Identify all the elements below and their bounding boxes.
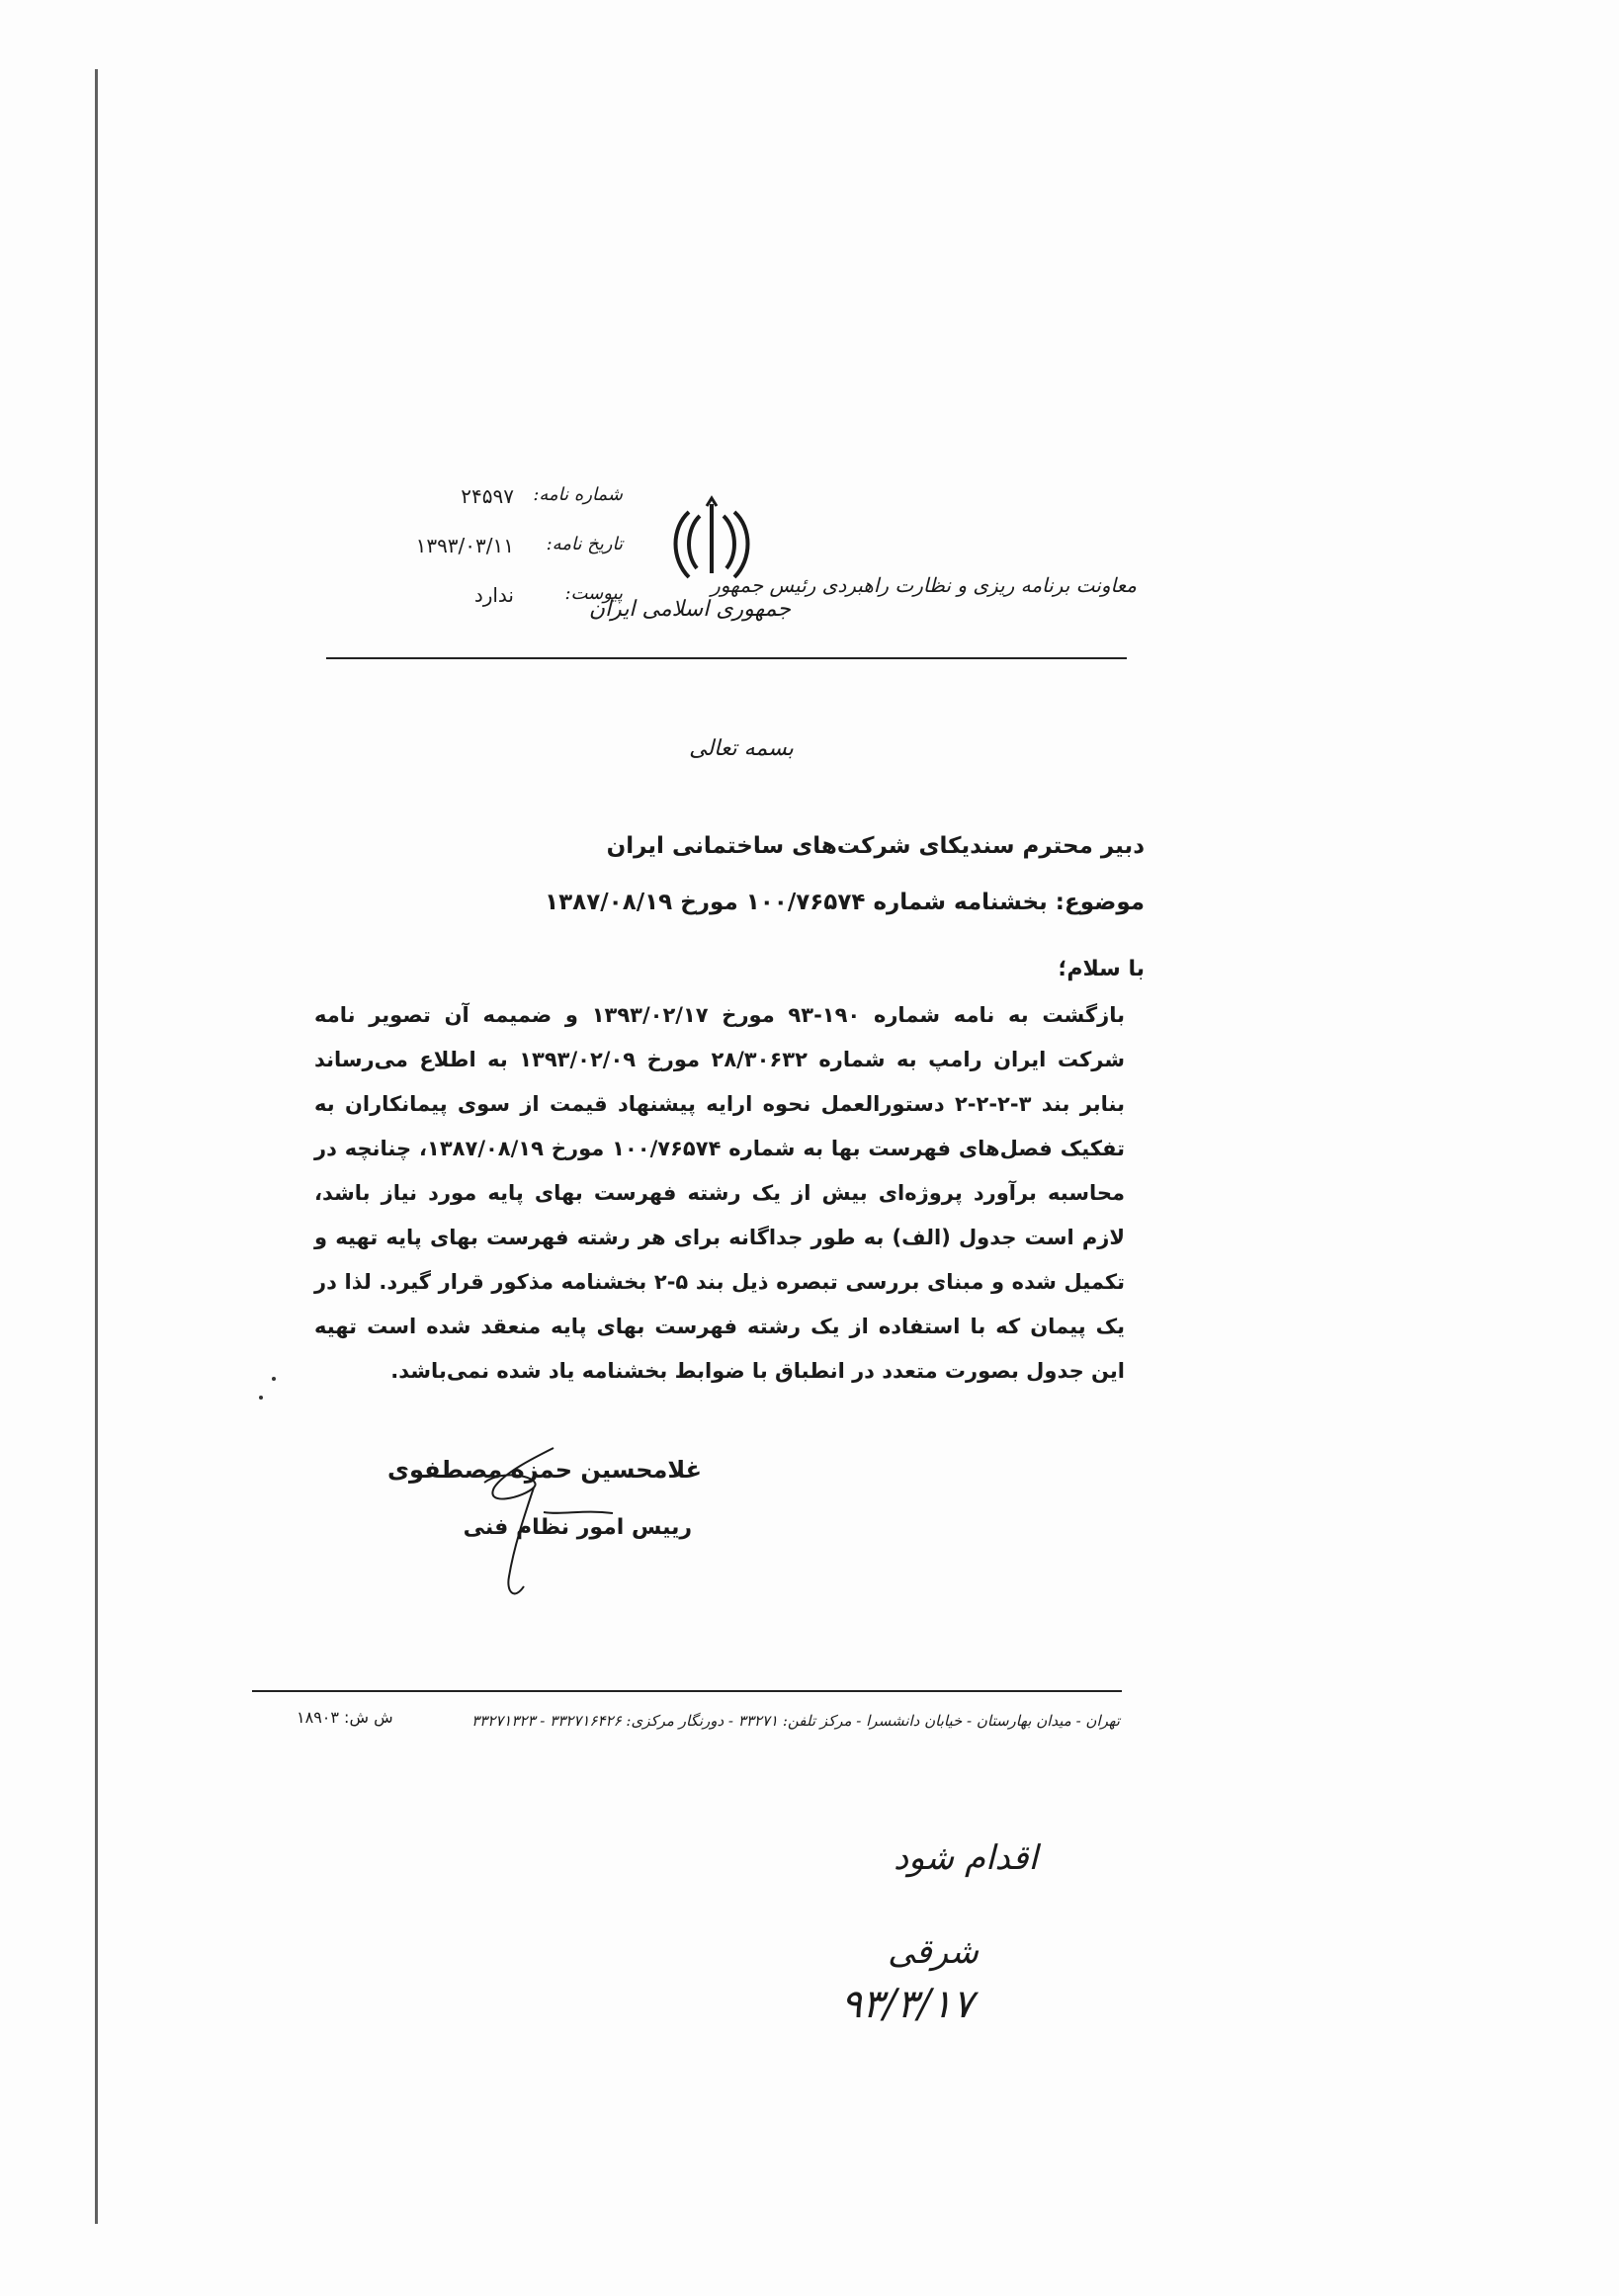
signature-block <box>385 1428 741 1616</box>
header-divider <box>326 657 1127 659</box>
attachment-label: پیوست: <box>564 583 623 604</box>
footer-form-code: ش ش: ۱۸۹۰۳ <box>297 1708 393 1727</box>
attachment-row <box>326 583 623 633</box>
scan-speck <box>259 1396 263 1400</box>
subject-line: موضوع: بخشنامه شماره ۱۰۰/۷۶۵۷۴ مورخ ۱۳۸۷/۰۸/۱۹ <box>545 890 1145 915</box>
footer-address: تهران - میدان بهارستان - خیابان دانشسرا - مرکز تلفن: ۳۳۲۷۱ - دورنگار مرکزی: ۳۳۲۷۱۶۴۲۶ - ۳۳۲۷۱۳۲۳ <box>471 1712 1120 1730</box>
letter-number-label: شماره نامه: <box>533 484 623 505</box>
handwritten-name: شرقی <box>888 1932 979 1972</box>
letterhead <box>326 474 1137 672</box>
handwritten-date: ۹۳/۳/۱۷ <box>840 1982 974 2027</box>
handwritten-instruction: اقدام شود <box>893 1838 1038 1878</box>
letter-date-row <box>326 534 623 583</box>
letter-body-paragraph: بازگشت به نامه شماره ۱۹۰-۹۳ مورخ ۱۳۹۳/۰۲/۱۷ و ضمیمه آن تصویر نامه شرکت ایران رامپ به شماره ۲۸/۳۰۶۳۲ مورخ ۱۳۹۳/۰۲/۰۹ به اطلاع می‌رساند بنابر بند ۳-۲-۲-۲ دستورالعمل نحوه ارایه پیشنهاد قیمت از سوی پیمانکاران به تفکیک فصل‌های فهرست بها به شماره ۱۰۰/۷۶۵۷۴ مورخ ۱۳۸۷/۰۸/۱۹، چنانچه در محاسبه برآورد پروژه‌ای بیش از یک رشته فهرست بهای پایه مورد نیاز باشد، لازم است جدول (الف) به طور جداگانه برای هر رشته فهرست بهای پایه تهیه و تکمیل شده و مبنای بررسی تبصره ذیل بند ۵-۲ بخشنامه مذکور قرار گیرد. لذا در یک پیمان که با استفاده از یک رشته فهرست بهای پایه منعقد شده است تهیه این جدول بصورت متعدد در انطباق با ضوابط بخشنامه یاد شده نمی‌باشد. <box>314 1003 1125 1383</box>
signer-name: غلامحسین حمزه مصطفوی <box>387 1456 702 1484</box>
scan-edge-line <box>95 69 98 2224</box>
letter-number: ۲۴۵۹۷ <box>461 484 514 508</box>
handwritten-note <box>781 1838 1038 2095</box>
organization-title: معاونت برنامه ریزی و نظارت راهبردی رئیس جمهور <box>711 573 1137 597</box>
recipient-line: دبیر محترم سندیکای شرکت‌های ساختمانی ایران <box>606 833 1145 859</box>
footer-divider <box>252 1690 1122 1692</box>
scan-speck <box>272 1377 276 1381</box>
letter-meta <box>326 484 623 633</box>
invocation: بسمه تعالی <box>689 736 794 761</box>
greeting: با سلام؛ <box>1058 957 1145 981</box>
letter-date: ۱۳۹۳/۰۳/۱۱ <box>415 534 514 557</box>
republic-title: جمهوری اسلامی ایران <box>588 597 791 622</box>
letter-number-row <box>326 484 623 534</box>
attachment-value: ندارد <box>473 583 514 607</box>
letter-date-label: تاریخ نامه: <box>546 534 623 554</box>
signer-title: رییس امور نظام فنی <box>463 1515 692 1540</box>
